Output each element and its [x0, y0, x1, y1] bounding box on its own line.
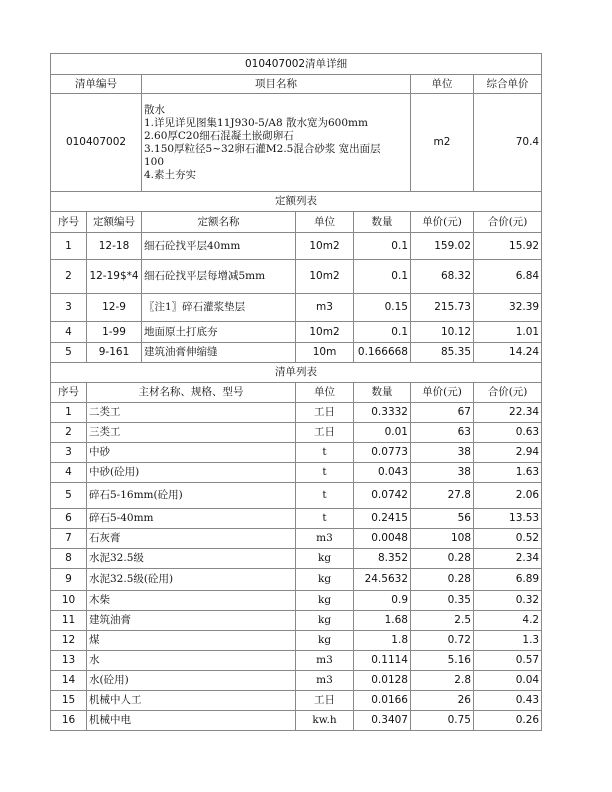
material-qty: 0.0166: [354, 691, 411, 711]
material-price: 0.75: [411, 711, 474, 731]
material-price: 0.72: [411, 631, 474, 651]
material-price: 26: [411, 691, 474, 711]
material-name: 碎石5-40mm: [87, 509, 296, 529]
material-name: 建筑油膏: [87, 611, 296, 631]
summary-header-row: [51, 75, 542, 94]
material-name: 水(砼用): [87, 671, 296, 691]
quota-code: 12-18: [87, 233, 142, 260]
material-total: 13.53: [474, 509, 542, 529]
material-row: [51, 403, 542, 423]
material-price: 0.28: [411, 569, 474, 591]
materials-header-price: 单价(元): [411, 383, 474, 403]
bill-unit-price: 70.4: [474, 94, 542, 192]
material-unit: kg: [296, 611, 354, 631]
item-description-line: 100: [144, 155, 165, 168]
material-qty: 8.352: [354, 549, 411, 569]
material-name: 木柴: [87, 591, 296, 611]
material-unit: kg: [296, 569, 354, 591]
material-name: 中砂: [87, 443, 296, 463]
material-qty: 1.68: [354, 611, 411, 631]
material-no: 3: [51, 443, 87, 463]
quota-price: 159.02: [411, 233, 474, 260]
item-description-line: 3.150厚粒径5~32卵石灌M2.5混合砂浆 宽出面层: [144, 142, 381, 155]
material-total: 0.43: [474, 691, 542, 711]
quota-header-code: 定额编号: [87, 212, 142, 233]
material-price: 27.8: [411, 483, 474, 509]
material-no: 14: [51, 671, 87, 691]
quota-row: [51, 260, 542, 294]
material-name: 二类工: [87, 403, 296, 423]
material-unit: t: [296, 509, 354, 529]
materials-header-row: [51, 383, 542, 403]
material-total: 1.63: [474, 463, 542, 483]
material-row: [51, 423, 542, 443]
material-total: 0.63: [474, 423, 542, 443]
material-row: [51, 549, 542, 569]
quota-header-row: [51, 212, 542, 233]
material-qty: 0.0773: [354, 443, 411, 463]
material-row: [51, 509, 542, 529]
header-item-name: 项目名称: [142, 75, 411, 94]
quota-code: 1-99: [87, 322, 142, 343]
quota-no: 4: [51, 322, 87, 343]
quota-name: 地面原土打底夯: [142, 322, 296, 343]
quota-row: [51, 233, 542, 260]
material-row: [51, 711, 542, 731]
material-name: 煤: [87, 631, 296, 651]
quota-code: 9-161: [87, 343, 142, 363]
material-no: 6: [51, 509, 87, 529]
header-unit-price: 综合单价: [474, 75, 542, 94]
material-row: [51, 671, 542, 691]
material-no: 12: [51, 631, 87, 651]
materials-header-qty: 数量: [354, 383, 411, 403]
material-row: [51, 651, 542, 671]
material-row: [51, 691, 542, 711]
quota-qty: 0.15: [354, 294, 411, 322]
quota-code: 12-9: [87, 294, 142, 322]
quota-name: 细石砼找平层每增减5mm: [142, 260, 296, 294]
material-price: 38: [411, 463, 474, 483]
material-no: 15: [51, 691, 87, 711]
quota-unit: 10m: [296, 343, 354, 363]
material-row: [51, 591, 542, 611]
material-no: 7: [51, 529, 87, 549]
material-no: 8: [51, 549, 87, 569]
material-total: 2.06: [474, 483, 542, 509]
quota-unit: 10m2: [296, 233, 354, 260]
quota-row: [51, 343, 542, 363]
quota-name: 建筑油膏伸缩缝: [142, 343, 296, 363]
quota-header-qty: 数量: [354, 212, 411, 233]
quota-unit: m3: [296, 294, 354, 322]
material-unit: t: [296, 483, 354, 509]
quota-row: [51, 294, 542, 322]
material-row: [51, 463, 542, 483]
material-row: [51, 529, 542, 549]
material-name: 水泥32.5级(砼用): [87, 569, 296, 591]
quota-header-price: 单价(元): [411, 212, 474, 233]
material-row: [51, 483, 542, 509]
material-unit: m3: [296, 651, 354, 671]
material-name: 水泥32.5级: [87, 549, 296, 569]
material-no: 10: [51, 591, 87, 611]
material-qty: 0.3407: [354, 711, 411, 731]
material-no: 11: [51, 611, 87, 631]
material-total: 0.32: [474, 591, 542, 611]
item-description-line: 1.详见详见图集11J930-5/A8 散水宽为600mm: [144, 116, 368, 129]
material-name: 中砂(砼用): [87, 463, 296, 483]
material-no: 1: [51, 403, 87, 423]
material-unit: kg: [296, 549, 354, 569]
material-qty: 0.043: [354, 463, 411, 483]
material-no: 9: [51, 569, 87, 591]
material-unit: 工日: [296, 423, 354, 443]
material-total: 2.94: [474, 443, 542, 463]
material-qty: 1.8: [354, 631, 411, 651]
quota-no: 5: [51, 343, 87, 363]
item-description-line: 散水: [144, 103, 165, 116]
item-description-line: 4.素土夯实: [144, 168, 197, 181]
material-price: 56: [411, 509, 474, 529]
quota-total: 6.84: [474, 260, 542, 294]
quota-total: 14.24: [474, 343, 542, 363]
material-row: [51, 631, 542, 651]
material-total: 2.34: [474, 549, 542, 569]
material-qty: 0.1114: [354, 651, 411, 671]
bill-unit: m2: [411, 94, 474, 192]
material-name: 机械中人工: [87, 691, 296, 711]
materials-header-name: 主材名称、规格、型号: [87, 383, 296, 403]
quota-qty: 0.1: [354, 322, 411, 343]
quota-price: 10.12: [411, 322, 474, 343]
material-unit: t: [296, 463, 354, 483]
materials-header-unit: 单位: [296, 383, 354, 403]
material-qty: 0.0742: [354, 483, 411, 509]
materials-header-total: 合价(元): [474, 383, 542, 403]
material-unit: m3: [296, 671, 354, 691]
material-name: 石灰膏: [87, 529, 296, 549]
quota-code: 12-19$*4: [87, 260, 142, 294]
quota-qty: 0.166668: [354, 343, 411, 363]
quota-no: 2: [51, 260, 87, 294]
quota-section-title: 定额列表: [51, 192, 542, 212]
material-name: 碎石5-16mm(砼用): [87, 483, 296, 509]
material-price: 38: [411, 443, 474, 463]
quota-price: 68.32: [411, 260, 474, 294]
bill-detail-table: [50, 53, 542, 731]
materials-body: [51, 403, 542, 731]
quota-header-total: 合价(元): [474, 212, 542, 233]
material-qty: 0.0128: [354, 671, 411, 691]
material-row: [51, 611, 542, 631]
material-no: 5: [51, 483, 87, 509]
material-unit: kg: [296, 631, 354, 651]
quota-qty: 0.1: [354, 260, 411, 294]
material-total: 0.26: [474, 711, 542, 731]
materials-section-title: 清单列表: [51, 363, 542, 383]
material-qty: 0.3332: [354, 403, 411, 423]
material-price: 2.8: [411, 671, 474, 691]
material-unit: m3: [296, 529, 354, 549]
material-row: [51, 443, 542, 463]
materials-header-no: 序号: [51, 383, 87, 403]
summary-row: [51, 94, 542, 192]
quota-total: 15.92: [474, 233, 542, 260]
material-no: 2: [51, 423, 87, 443]
material-price: 63: [411, 423, 474, 443]
material-name: 水: [87, 651, 296, 671]
quota-no: 1: [51, 233, 87, 260]
material-price: 2.5: [411, 611, 474, 631]
material-price: 5.16: [411, 651, 474, 671]
material-name: 三类工: [87, 423, 296, 443]
quota-header-unit: 单位: [296, 212, 354, 233]
material-row: [51, 569, 542, 591]
item-description-line: 2.60厚C20细石混凝土嵌砌卵石: [144, 129, 294, 142]
material-price: 0.35: [411, 591, 474, 611]
material-total: 0.04: [474, 671, 542, 691]
material-unit: kw.h: [296, 711, 354, 731]
item-description: [142, 94, 411, 192]
material-total: 0.52: [474, 529, 542, 549]
quota-total: 1.01: [474, 322, 542, 343]
material-total: 6.89: [474, 569, 542, 591]
table-title: 010407002清单详细: [51, 54, 542, 75]
material-no: 13: [51, 651, 87, 671]
quota-unit: 10m2: [296, 322, 354, 343]
quota-price: 215.73: [411, 294, 474, 322]
header-bill-code: 清单编号: [51, 75, 142, 94]
material-name: 机械中电: [87, 711, 296, 731]
material-total: 4.2: [474, 611, 542, 631]
quota-header-no: 序号: [51, 212, 87, 233]
material-qty: 0.9: [354, 591, 411, 611]
material-no: 4: [51, 463, 87, 483]
quota-unit: 10m2: [296, 260, 354, 294]
material-price: 108: [411, 529, 474, 549]
quota-qty: 0.1: [354, 233, 411, 260]
material-total: 22.34: [474, 403, 542, 423]
header-unit: 单位: [411, 75, 474, 94]
quota-name: 〖注1〗碎石灌浆垫层: [142, 294, 296, 322]
material-unit: t: [296, 443, 354, 463]
bill-code: 010407002: [51, 94, 142, 192]
material-unit: 工日: [296, 403, 354, 423]
quota-total: 32.39: [474, 294, 542, 322]
material-qty: 0.2415: [354, 509, 411, 529]
quota-row: [51, 322, 542, 343]
material-price: 0.28: [411, 549, 474, 569]
material-no: 16: [51, 711, 87, 731]
material-total: 1.3: [474, 631, 542, 651]
material-total: 0.57: [474, 651, 542, 671]
material-unit: 工日: [296, 691, 354, 711]
material-qty: 0.0048: [354, 529, 411, 549]
material-qty: 0.01: [354, 423, 411, 443]
quota-name: 细石砼找平层40mm: [142, 233, 296, 260]
material-price: 67: [411, 403, 474, 423]
quota-header-name: 定额名称: [142, 212, 296, 233]
quota-no: 3: [51, 294, 87, 322]
quota-price: 85.35: [411, 343, 474, 363]
material-unit: kg: [296, 591, 354, 611]
material-qty: 24.5632: [354, 569, 411, 591]
